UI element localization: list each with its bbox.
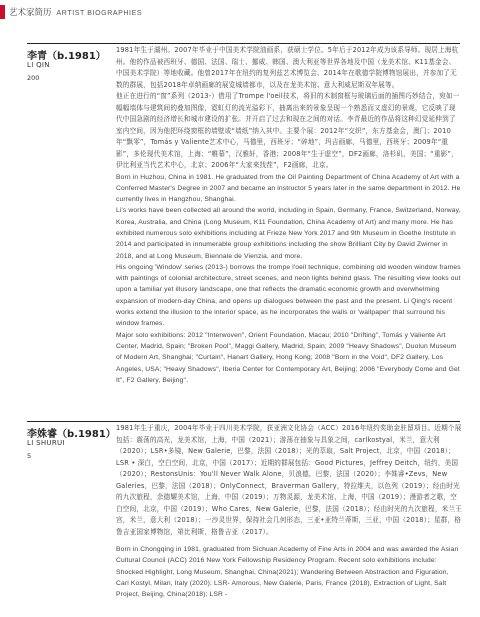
divider-line <box>27 43 460 44</box>
artist-bio <box>116 423 462 600</box>
section-title-en: ARTIST BIOGRAPHIES <box>56 10 143 17</box>
bio-paragraph: 他正在进行的“窗”系列（2013-）借用了Trompe l'oeil技术，将旧的木制窗框与玻璃后面的插图巧妙结合，宛如一幅幅墙体与建筑间的叠加图像，霓虹灯的流光溢彩下，抽离出来的景象呈现一个熟悉而又虚幻的景观，它反映了现代中国急剧的经济增长和城市建设的扩张。并开启了过去和现在之间的对话。李青最近的作品将这种幻觉延伸到了室内空间，因为他把环绕窗框的墙壁或“墙纸”纳入其中。主要个展：2012年“交织”，东方基金会，澳门；2010年“飘零”，Tomás y Valiente艺术中心，马德里，西班牙；“碎地”，玛吉画廊，马德里，西班牙；2009年“重影”，多伦现代美术馆，上海；“帷幕”，汉雅轩，香港；2008年“生于虚空”，DF2画廊，洛杉矶，美国；“重影”，伊比利亚当代艺术中心，北京；2006年“大家来找茬”，F2画廊，北京。 <box>116 92 460 169</box>
page-reference: 200 <box>27 74 40 82</box>
artist-name: 李姝睿（b.1981） <box>27 429 116 440</box>
divider-line <box>27 421 460 422</box>
bio-paragraph: Major solo exhibitions: 2012 "Interwoven", Orient Foundation, Macau; 2010 "Drifting", Tomás y Valiente Art Center, Madrid, Spain; "Broken Pool", Maggi Gallery, Madrid, Spain; 2009 "Heavy Shadows", Duolun Museum of Modern Art, Shanghai; "Curtain", Hanart Gallery, Hong Kong; 2008 "Born in the Void", DF2 Gallery, Los Angeles, USA; "Heavy Shadows", Iberia Center for Contemporary Art, Beijing; 2006 "Everybody Come and Get It", F2 Gallery, Beijing". <box>116 331 460 384</box>
bio-paragraph: Li's works have been collected all around the world, including in Spain, Germany, France, Switzerland, Norway, Korea, Australia, and China (Long Museum, K11 Foundation, China Academy of Art) and many more. He has exhibited numerous solo exhibitions including at Frieze New York 2017 and 9th Museum in Goethe Institute in 2014 and participated in innumerable group exhibitions including the show Brilliant City by David Zwirner in 2018, and at Long Museum, Biennale de Vienzia, and more. <box>116 207 461 260</box>
bio-paragraph: Born in Huzhou, China in 1981. He graduated from the Oil Painting Department of China Academy of Art with a Conferred Master's Degree in 2007 and became an instructor 5 years later in the same department in 2012. He currently lives in Hangzhou, Shanghai. <box>116 173 461 204</box>
section-marker <box>0 5 5 19</box>
page-reference: 5 <box>27 452 32 460</box>
artist-name-en: LI SHURUI <box>27 439 65 447</box>
bio-paragraph: 1981年生于重庆，2004年毕业于四川美术学院，获亚洲文化协会（ACC）2016年纽约奖助金驻留项目。近期个展包括：震荡的高光，龙美术馆，上海，中国（2021）；游荡在抽象与具象之间，carlkostyal，米兰，意大利（2020）；LSR•多镜，New Galerie，巴黎，法国（2018）；光的萃取，Salt Project，北京，中国（2018）；LSR • 深白，空白空间，北京，中国（2017）；近期的群展包括：Good Pictures，Jeffrey Deitch，纽约，美国（2020）；RestonsUnis：You'll Never Walk Alone，贝浪德，巴黎，法国（2020）；李姝睿•Zevs，New Galeries，巴黎，法国（2018）；OnlyConnect，Braverman Gallery，特拉维夫，以色列（2019）；经由时光的九次旅程，余德耀美术馆，上海，中国（2019）；万物灵源，龙美术馆，上海，中国（2019）；漫游者之歌，空白空间，北京，中国（2019）；Who Cares，New Galerie，巴黎，法国（2018）；经由时光的九次旅程，米兰王宫，米兰，意大利（2018）；一沙灵世界，保持社会几何形态，三亚•亚特兰蒂斯，三亚，中国（2018）；星群，格鲁吉亚国家博物馆，第比利斯，格鲁吉亚（2017）。 <box>116 424 462 536</box>
bio-paragraph: Born in Chongqing in 1981, graduated from Sichuan Academy of Fine Arts in 2004 and was awarded the Asian Cultural Council (ACC) 2016 New York Fellowship Residency Program. Recent solo exhibitions include: Shocked Highlight, Long Museum, Shanghai, China(2021); Wandering Between Abstraction and Figuration, Carl Kostyl, Milan, Italy (2020); LSR- Amorous, New Galerie, Paris, France (2018), Extraction of Light, Salt Project, Beijing, China(2018); LSR - <box>116 546 459 599</box>
bio-paragraph: His ongoing 'Window' series (2013-) borrows the trompe l'oeil technique, combining old wooden window frames with paintings of colonial architecture, street scenes, and neon lights behind glass. The resulting view looks out upon a familiar yet illusory landscape, one that reflects the dramatic economic growth and overwhelming expansion of modern-day China, and opens up dialogues between the past and the present. Li Qing's recent works extend the illusion to the interior space, as he incorporates the walls or 'wallpaper' that surround his window frames. <box>116 263 461 328</box>
artist-bio <box>116 45 462 386</box>
section-title-cn: 艺术家简历 <box>9 8 52 18</box>
artist-name-en: LI QIN <box>27 61 50 69</box>
bio-paragraph: 1981年生于湖州。2007年毕业于中国美术学院油画系，获硕士学位。5年后于2012年成为该系导师。现居上海杭州。他的作品被西班牙、德国、法国、瑞士、挪威、韩国、澳大利亚等世界各地及中国（龙美术馆、K11基金会、中国美术学院）等地收藏。他曾2017年在纽约的复列兹艺术博览会、2014年在歌德学院博物馆展出，并参加了无数的群展，包括2018年卓纳画廊的展览城墙都市，以及在龙美术馆、意大利威尼斯双年展等。 <box>116 46 459 89</box>
artist-name: 李青（b.1981） <box>27 51 106 62</box>
page-header <box>0 0 480 20</box>
section-title <box>9 6 142 18</box>
